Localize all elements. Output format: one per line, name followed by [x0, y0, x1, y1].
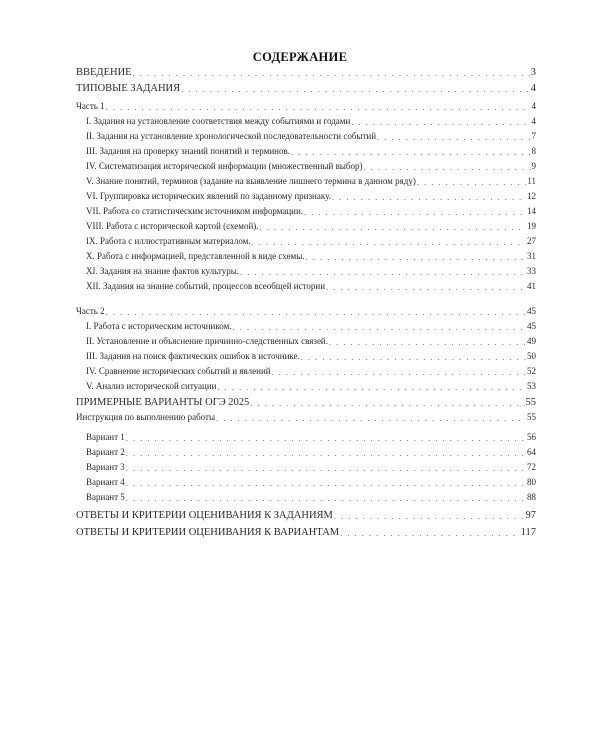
toc-entry-label: IV. Систематизация исторической информации (множественный выбор)	[86, 161, 363, 171]
toc-leader-dots	[126, 478, 526, 489]
toc-leader-dots	[133, 68, 530, 79]
toc-leader-dots	[334, 511, 525, 522]
toc-entry-label: III. Задания на поиск фактических ошибок в источнике.	[86, 351, 300, 361]
toc-entry-label: X. Работа с информацией, представленной в виде схемы.	[86, 251, 305, 261]
toc-entry-label: XII. Задания на знание событий, процессов всеобщей истории	[86, 281, 326, 291]
toc-entry-part1[interactable]	[76, 100, 536, 113]
toc-leader-dots	[233, 322, 526, 333]
toc-entry-variant[interactable]	[86, 446, 536, 459]
toc-leader-dots	[106, 307, 526, 318]
toc-entry-label: IX. Работа с иллюстративным материалом.	[86, 236, 251, 246]
toc-entry-label: Часть 1	[76, 101, 105, 111]
toc-entry-label: ПРИМЕРНЫЕ ВАРИАНТЫ ОГЭ 2025	[76, 397, 250, 408]
toc-entry-page: 41	[527, 281, 536, 291]
toc-entry-part1-item[interactable]	[86, 115, 536, 128]
toc-entry-page: 27	[527, 236, 536, 246]
toc-entry-page: 53	[527, 381, 536, 391]
toc-entry-page: 9	[531, 161, 536, 171]
toc-entry-page: 55	[527, 412, 536, 422]
toc-entry-part1-item[interactable]	[86, 175, 536, 188]
toc-entry-page: 45	[527, 321, 536, 331]
toc-entry-page: 45	[527, 306, 536, 316]
toc-entry-label: II. Задания на установление хронологической последовательности событий	[86, 131, 377, 141]
toc-entry-page: 7	[531, 131, 536, 141]
toc-entry-intro[interactable]	[76, 66, 536, 79]
toc-leader-dots	[216, 413, 526, 424]
toc-entry-part1-item[interactable]	[86, 235, 536, 248]
toc-entry-label: Вариант 1	[86, 432, 125, 442]
toc-leader-dots	[301, 352, 526, 363]
toc-entry-variant[interactable]	[86, 491, 536, 504]
toc-leader-dots	[326, 282, 526, 293]
toc-entry-part2[interactable]	[76, 305, 536, 318]
toc-entry-label: Вариант 5	[86, 492, 125, 502]
toc-entry-variants-section[interactable]	[76, 396, 536, 409]
toc-entry-part1-item[interactable]	[86, 130, 536, 143]
toc-entry-label: ТИПОВЫЕ ЗАДАНИЯ	[76, 83, 181, 94]
toc-leader-dots	[417, 177, 527, 188]
page-title: СОДЕРЖАНИЕ	[252, 50, 348, 64]
toc-leader-dots	[260, 222, 526, 233]
toc-leader-dots	[106, 102, 531, 113]
toc-leader-dots	[252, 237, 526, 248]
toc-leader-dots	[126, 433, 526, 444]
toc-entry-label: V. Знание понятий, терминов (задание на выявление лишнего термина в данном ряду)	[86, 176, 416, 186]
toc-entry-page: 56	[527, 432, 536, 442]
toc-entry-label: ОТВЕТЫ И КРИТЕРИИ ОЦЕНИВАНИЯ К ВАРИАНТАМ	[76, 527, 340, 538]
toc-entry-label: I. Задания на установление соответствия между событиями и годами	[86, 116, 351, 126]
toc-entry-label: VIII. Работа с исторической картой (схемой).	[86, 221, 259, 231]
toc-leader-dots	[272, 367, 526, 378]
toc-entry-label: Вариант 2	[86, 447, 125, 457]
toc-entry-part2-item[interactable]	[86, 335, 536, 348]
toc-leader-dots	[181, 84, 530, 95]
toc-entry-page: 50	[527, 351, 536, 361]
toc-entry-part1-item[interactable]	[86, 145, 536, 158]
toc-leader-dots	[306, 252, 526, 263]
toc-entry-page: 80	[527, 477, 536, 487]
toc-entry-page: 55	[525, 397, 536, 408]
toc-entry-page: 31	[527, 251, 536, 261]
toc-entry-page: 4	[530, 83, 536, 94]
toc-entry-part1-item[interactable]	[86, 250, 536, 263]
toc-entry-label: I. Работа с историческим источником.	[86, 321, 232, 331]
toc-entry-page: 97	[525, 510, 536, 521]
toc-entry-label: VII. Работа со статистическим источником информации.	[86, 206, 304, 216]
toc-entry-typical[interactable]	[76, 82, 536, 95]
toc-entry-label: Инструкция по выполнению работы	[76, 412, 216, 422]
toc-leader-dots	[340, 528, 520, 539]
toc-entry-answers-variants[interactable]	[76, 526, 536, 539]
toc-entry-answers-tasks[interactable]	[76, 509, 536, 522]
toc-leader-dots	[304, 207, 526, 218]
toc-entry-page: 4	[531, 101, 536, 111]
toc-entry-variant[interactable]	[86, 461, 536, 474]
toc-leader-dots	[240, 267, 526, 278]
toc-leader-dots	[329, 337, 526, 348]
toc-leader-dots	[250, 398, 524, 409]
toc-leader-dots	[351, 117, 530, 128]
toc-entry-page: 14	[527, 206, 536, 216]
toc-leader-dots	[377, 132, 530, 143]
toc-entry-label: Часть 2	[76, 306, 105, 316]
toc-entry-part2-item[interactable]	[86, 380, 536, 393]
toc-entry-page: 12	[527, 191, 536, 201]
toc-entry-page: 72	[527, 462, 536, 472]
toc-entry-page: 88	[527, 492, 536, 502]
toc-leader-dots	[291, 147, 531, 158]
toc-entry-page: 11	[527, 176, 536, 186]
toc-entry-part1-item[interactable]	[86, 220, 536, 233]
toc-entry-label: V. Анализ исторической ситуации	[86, 381, 217, 391]
toc-entry-variant[interactable]	[86, 476, 536, 489]
toc-entry-variant[interactable]	[86, 431, 536, 444]
toc-entry-instruction[interactable]	[76, 411, 536, 424]
toc-leader-dots	[332, 192, 526, 203]
toc-leader-dots	[217, 382, 526, 393]
toc-entry-part2-item[interactable]	[86, 320, 536, 333]
toc-entry-label: VI. Группировка исторических явлений по заданному признаку.	[86, 191, 331, 201]
toc-entry-part2-item[interactable]	[86, 365, 536, 378]
toc-entry-part1-item[interactable]	[86, 190, 536, 203]
toc-entry-page: 4	[531, 116, 536, 126]
toc-entry-label: ВВЕДЕНИЕ	[76, 67, 132, 78]
toc-entry-page: 33	[527, 266, 536, 276]
toc-leader-dots	[126, 448, 526, 459]
toc-entry-label: Вариант 3	[86, 462, 125, 472]
toc-entry-part1-item[interactable]	[86, 280, 536, 293]
toc-entry-page: 64	[527, 447, 536, 457]
toc-entry-label: ОТВЕТЫ И КРИТЕРИИ ОЦЕНИВАНИЯ К ЗАДАНИЯМ	[76, 510, 333, 521]
toc-leader-dots	[126, 463, 526, 474]
toc-entry-label: XI. Задания на знание фактов культуры.	[86, 266, 240, 276]
toc-leader-dots	[363, 162, 530, 173]
toc-entry-label: III. Задания на проверку знаний понятий и терминов.	[86, 146, 290, 156]
toc-entry-label: II. Установление и объяснение причинно-следственных связей.	[86, 336, 329, 346]
toc-entry-page: 49	[527, 336, 536, 346]
toc-entry-part1-item[interactable]	[86, 160, 536, 173]
toc-entry-part1-item[interactable]	[86, 265, 536, 278]
toc-entry-part2-item[interactable]	[86, 350, 536, 363]
toc-entry-page: 52	[527, 366, 536, 376]
toc-entry-page: 117	[520, 527, 536, 538]
toc-entry-label: Вариант 4	[86, 477, 125, 487]
toc-entry-label: IV. Сравнение исторических событий и явлений	[86, 366, 271, 376]
toc-entry-page: 3	[530, 67, 536, 78]
toc-entry-page: 19	[527, 221, 536, 231]
toc-leader-dots	[126, 493, 526, 504]
toc-entry-page: 8	[531, 146, 536, 156]
toc-entry-part1-item[interactable]	[86, 205, 536, 218]
